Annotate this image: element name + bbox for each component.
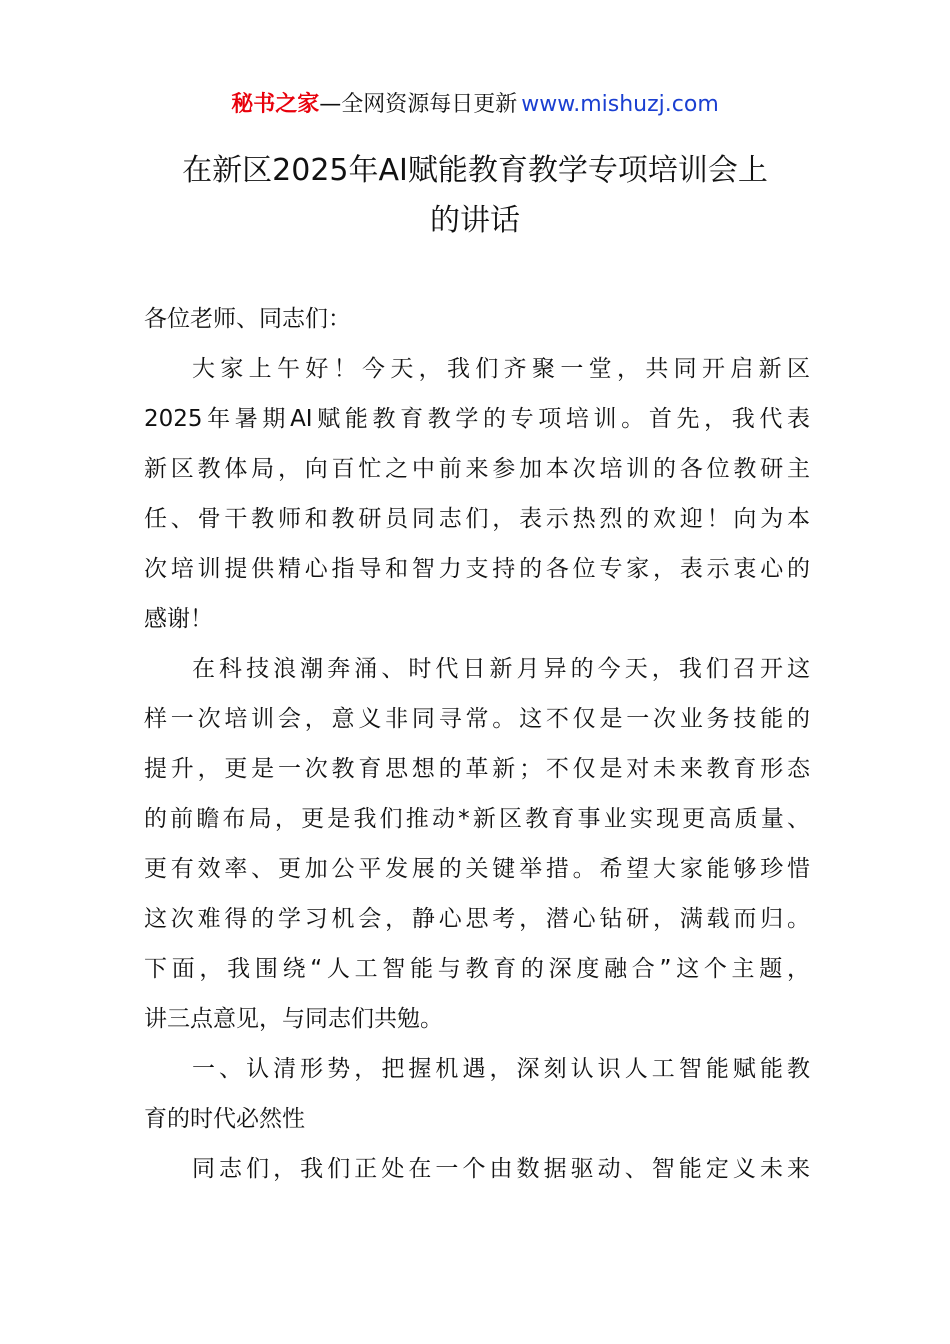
title-line-2: 的讲话 <box>430 203 520 238</box>
document-body <box>144 294 810 1194</box>
body-line: 2025年暑期AI赋能教育教学的专项培训。首先，我代表 <box>144 406 810 432</box>
body-line: 感谢！ <box>144 606 213 632</box>
body-line: 次培训提供精心指导和智力支持的各位专家，表示衷心的 <box>144 556 810 582</box>
body-line: 在科技浪潮奔涌、时代日新月异的今天，我们召开这 <box>192 656 810 682</box>
header-tagline: —全网资源每日更新 <box>319 92 518 117</box>
body-line: 这次难得的学习机会，静心思考，潜心钻研，满载而归。 <box>144 906 810 932</box>
site-header <box>0 90 950 120</box>
title-line-1: 在新区2025年AI赋能教育教学专项培训会上 <box>182 153 768 188</box>
body-line: 大家上午好！今天，我们齐聚一堂，共同开启新区 <box>192 356 810 382</box>
body-line: 提升，更是一次教育思想的革新；不仅是对未来教育形态 <box>144 756 810 782</box>
brand-name: 秘书之家 <box>231 92 320 117</box>
body-line: 讲三点意见，与同志们共勉。 <box>144 1006 443 1032</box>
document-title <box>140 146 810 246</box>
body-line: 任、骨干教师和教研员同志们，表示热烈的欢迎！向为本 <box>144 506 810 532</box>
body-line: 新区教体局，向百忙之中前来参加本次培训的各位教研主 <box>144 456 810 482</box>
body-line: 同志们，我们正处在一个由数据驱动、智能定义未来 <box>192 1156 810 1182</box>
body-line: 更有效率、更加公平发展的关键举措。希望大家能够珍惜 <box>144 856 810 882</box>
section-heading-line: 一、认清形势，把握机遇，深刻认识人工智能赋能教 <box>192 1056 810 1082</box>
body-line: 的前瞻布局，更是我们推动*新区教育事业实现更高质量、 <box>144 806 810 832</box>
section-heading-line: 育的时代必然性 <box>144 1106 305 1132</box>
site-link[interactable]: www.mishuzj.com <box>521 92 719 117</box>
body-line: 样一次培训会，意义非同寻常。这不仅是一次业务技能的 <box>144 706 810 732</box>
salutation: 各位老师、同志们： <box>144 306 351 332</box>
body-line: 下面，我围绕“人工智能与教育的深度融合”这个主题， <box>144 956 810 982</box>
